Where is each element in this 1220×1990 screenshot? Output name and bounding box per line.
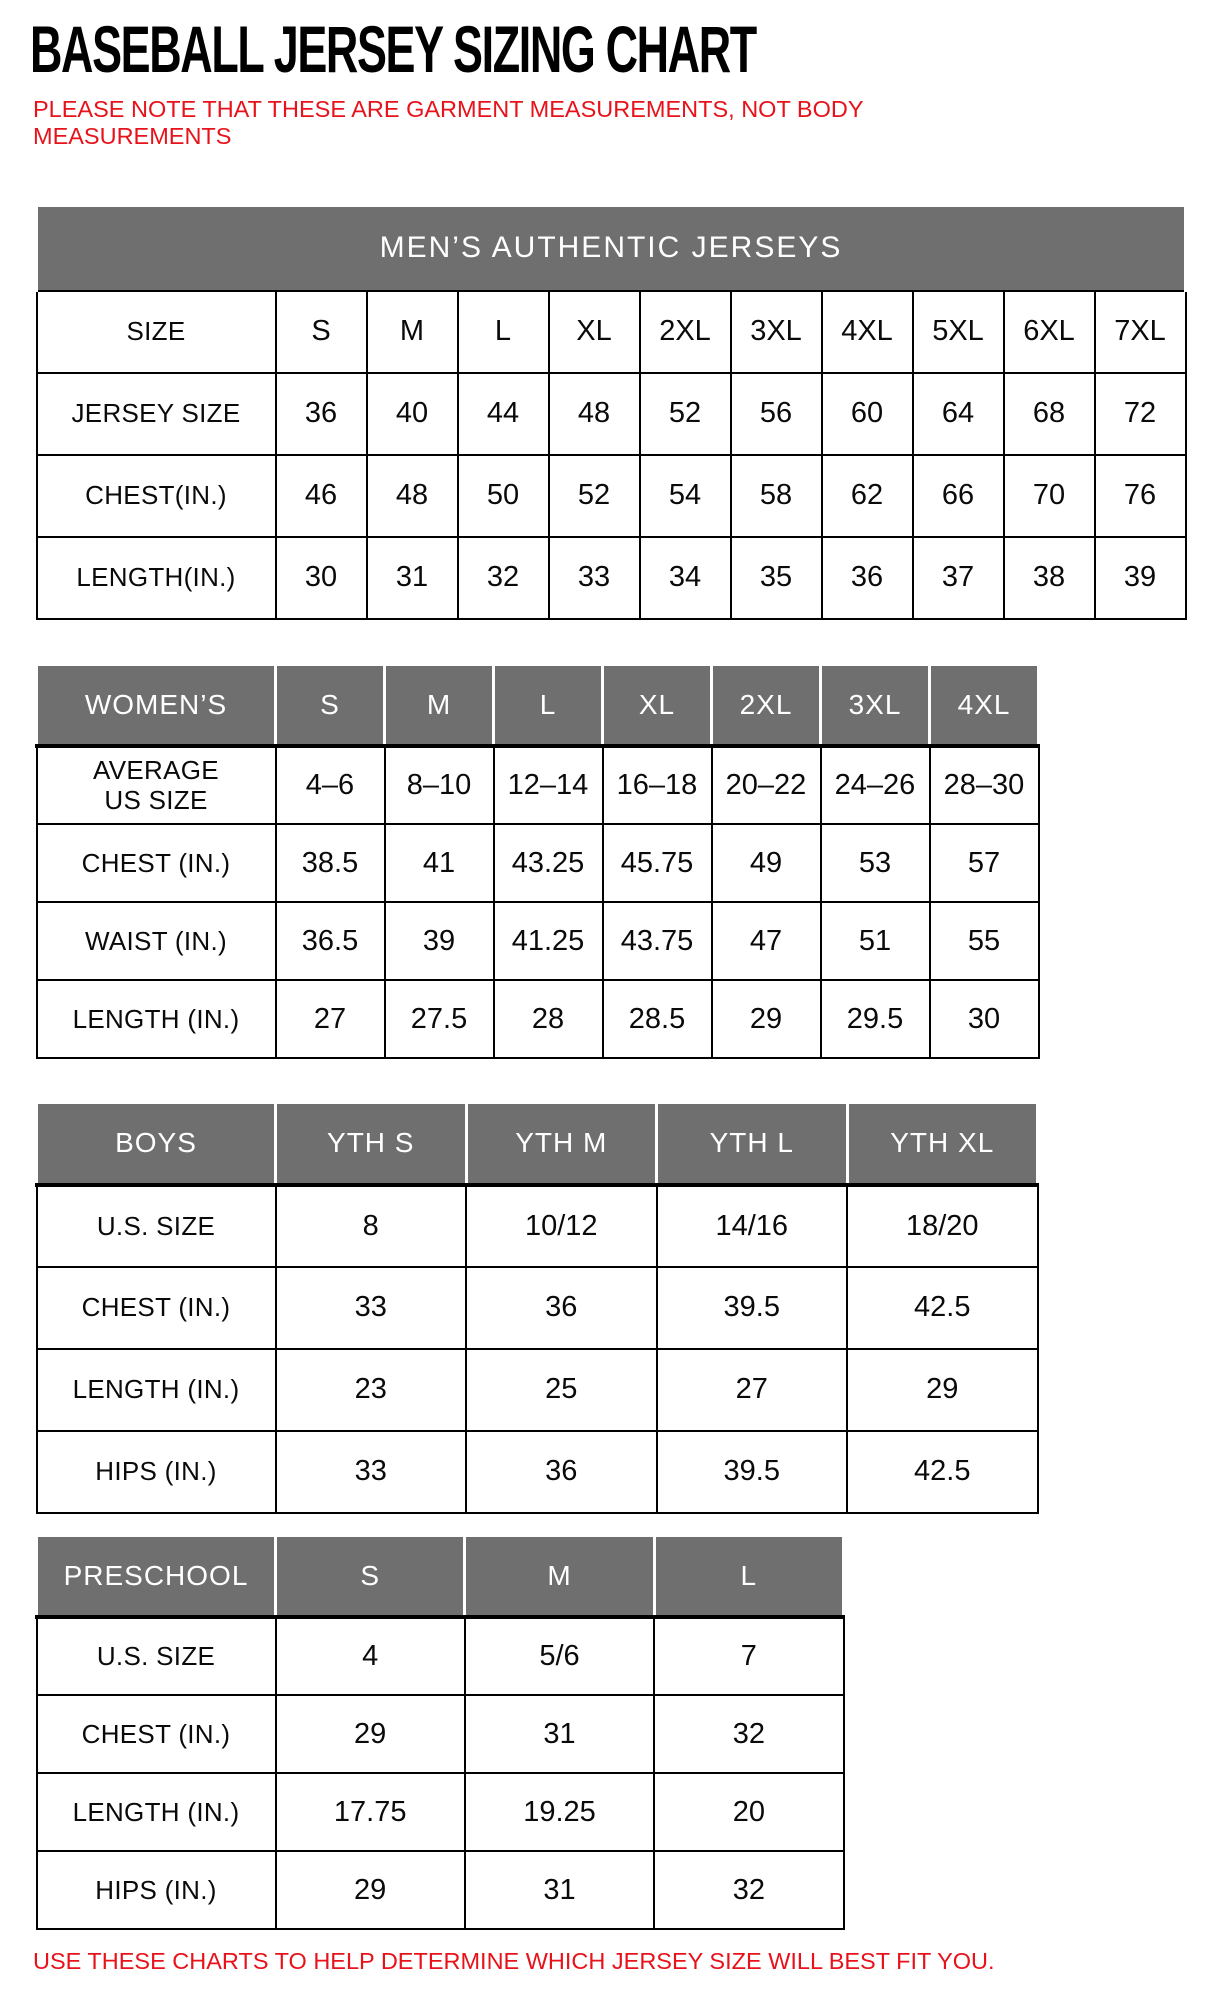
row-label-cell: LENGTH(IN.) — [37, 537, 276, 619]
table-row — [37, 1851, 844, 1929]
column-header-cell: 3XL — [821, 664, 930, 746]
column-header-cell: M — [385, 664, 494, 746]
table-banner-row — [37, 206, 1186, 291]
table-row — [37, 1617, 844, 1695]
size-value-cell: 10/12 — [466, 1185, 657, 1267]
size-value-cell: 29 — [712, 980, 821, 1058]
size-value-cell: 8 — [276, 1185, 467, 1267]
table-row — [37, 1349, 1038, 1431]
size-value-cell: 18/20 — [847, 1185, 1038, 1267]
column-header-cell: M — [367, 291, 458, 373]
size-value-cell: 20–22 — [712, 746, 821, 824]
table-title-cell: BOYS — [37, 1103, 276, 1185]
size-value-cell: 36 — [822, 537, 913, 619]
row-label-cell: LENGTH (IN.) — [37, 1349, 276, 1431]
size-value-cell: 7 — [654, 1617, 843, 1695]
size-value-cell: 54 — [640, 455, 731, 537]
column-header-cell: S — [276, 291, 367, 373]
size-value-cell: 55 — [930, 902, 1039, 980]
table-row — [37, 902, 1039, 980]
size-value-cell: 47 — [712, 902, 821, 980]
column-header-cell: 2XL — [712, 664, 821, 746]
table-title-cell: WOMEN’S — [37, 664, 276, 746]
column-header-cell: YTH XL — [847, 1103, 1038, 1185]
size-value-cell: 28–30 — [930, 746, 1039, 824]
table-row — [37, 1431, 1038, 1513]
table-row — [37, 1185, 1038, 1267]
row-label-cell: CHEST(IN.) — [37, 455, 276, 537]
boys-sizing-table — [35, 1101, 1039, 1514]
table-header-row — [37, 1103, 1038, 1185]
size-value-cell: 48 — [367, 455, 458, 537]
size-value-cell: 72 — [1095, 373, 1186, 455]
size-value-cell: 37 — [913, 537, 1004, 619]
size-value-cell: 68 — [1004, 373, 1095, 455]
table-title-cell: PRESCHOOL — [37, 1535, 276, 1617]
row-label-text: AVERAGE US SIZE — [93, 754, 219, 816]
size-value-cell: 56 — [731, 373, 822, 455]
column-header-cell: YTH M — [466, 1103, 657, 1185]
size-value-cell: 36 — [466, 1431, 657, 1513]
size-value-cell: 4–6 — [276, 746, 385, 824]
size-value-cell: 29 — [276, 1695, 465, 1773]
size-value-cell: 41 — [385, 824, 494, 902]
size-value-cell: 5/6 — [465, 1617, 654, 1695]
size-value-cell: 48 — [549, 373, 640, 455]
size-value-cell: 42.5 — [847, 1267, 1038, 1349]
size-value-cell: 33 — [276, 1431, 467, 1513]
size-value-cell: 28.5 — [603, 980, 712, 1058]
mens-table-banner: MEN’S AUTHENTIC JERSEYS — [37, 206, 1186, 291]
size-value-cell: 27.5 — [385, 980, 494, 1058]
size-value-cell: 27 — [276, 980, 385, 1058]
size-value-cell: 39 — [1095, 537, 1186, 619]
size-value-cell: 31 — [465, 1851, 654, 1929]
size-value-cell: 12–14 — [494, 746, 603, 824]
column-header-cell: YTH L — [657, 1103, 848, 1185]
size-value-cell: 41.25 — [494, 902, 603, 980]
row-label-cell: SIZE — [37, 291, 276, 373]
size-value-cell: 14/16 — [657, 1185, 848, 1267]
size-value-cell: 51 — [821, 902, 930, 980]
size-value-cell: 8–10 — [385, 746, 494, 824]
row-label-cell: CHEST (IN.) — [37, 1695, 276, 1773]
size-value-cell: 32 — [654, 1851, 843, 1929]
size-value-cell: 30 — [930, 980, 1039, 1058]
page-header — [0, 12, 1220, 150]
size-value-cell: 62 — [822, 455, 913, 537]
size-value-cell: 27 — [657, 1349, 848, 1431]
column-header-cell: S — [276, 1535, 465, 1617]
size-value-cell: 52 — [640, 373, 731, 455]
table-row — [37, 1695, 844, 1773]
column-header-cell: YTH S — [276, 1103, 467, 1185]
table-row — [37, 746, 1039, 824]
size-value-cell: 58 — [731, 455, 822, 537]
size-value-cell: 49 — [712, 824, 821, 902]
size-value-cell: 50 — [458, 455, 549, 537]
size-value-cell: 53 — [821, 824, 930, 902]
column-header-cell: 4XL — [930, 664, 1039, 746]
size-value-cell: 66 — [913, 455, 1004, 537]
column-header-cell: 5XL — [913, 291, 1004, 373]
row-label-cell: JERSEY SIZE — [37, 373, 276, 455]
size-value-cell: 31 — [465, 1695, 654, 1773]
table-row — [37, 1267, 1038, 1349]
size-value-cell: 44 — [458, 373, 549, 455]
size-value-cell: 29 — [276, 1851, 465, 1929]
size-value-cell: 35 — [731, 537, 822, 619]
column-header-cell: 6XL — [1004, 291, 1095, 373]
size-value-cell: 45.75 — [603, 824, 712, 902]
table-row — [37, 537, 1186, 619]
table-row — [37, 373, 1186, 455]
row-label-cell: LENGTH (IN.) — [37, 1773, 276, 1851]
row-label-cell: HIPS (IN.) — [37, 1431, 276, 1513]
size-value-cell: 25 — [466, 1349, 657, 1431]
size-value-cell: 38 — [1004, 537, 1095, 619]
table-row — [37, 455, 1186, 537]
page-title: BASEBALL JERSEY SIZING CHART — [30, 12, 756, 86]
table-header-row — [37, 664, 1039, 746]
size-value-cell: 19.25 — [465, 1773, 654, 1851]
size-value-cell: 33 — [549, 537, 640, 619]
fit-advice-footer: USE THESE CHARTS TO HELP DETERMINE WHICH JERSEY SIZE WILL BEST FIT YOU. — [33, 1948, 995, 1974]
column-header-cell: S — [276, 664, 385, 746]
table-row — [37, 980, 1039, 1058]
column-header-cell: L — [654, 1535, 843, 1617]
size-value-cell: 70 — [1004, 455, 1095, 537]
size-value-cell: 39 — [385, 902, 494, 980]
size-value-cell: 17.75 — [276, 1773, 465, 1851]
size-value-cell: 20 — [654, 1773, 843, 1851]
size-value-cell: 42.5 — [847, 1431, 1038, 1513]
size-value-cell: 39.5 — [657, 1267, 848, 1349]
row-label-cell: U.S. SIZE — [37, 1617, 276, 1695]
size-value-cell: 34 — [640, 537, 731, 619]
row-label-cell: CHEST (IN.) — [37, 824, 276, 902]
size-value-cell: 57 — [930, 824, 1039, 902]
preschool-sizing-table — [35, 1534, 845, 1931]
size-value-cell: 43.75 — [603, 902, 712, 980]
mens-sizing-table — [35, 204, 1187, 620]
row-label-cell: LENGTH (IN.) — [37, 980, 276, 1058]
table-row — [37, 824, 1039, 902]
size-value-cell: 40 — [367, 373, 458, 455]
size-value-cell: 32 — [654, 1695, 843, 1773]
column-header-cell: 4XL — [822, 291, 913, 373]
table-header-row — [37, 1535, 844, 1617]
row-label-cell — [37, 746, 276, 824]
column-header-cell: 3XL — [731, 291, 822, 373]
size-value-cell: 33 — [276, 1267, 467, 1349]
table-row — [37, 1773, 844, 1851]
row-label-cell: WAIST (IN.) — [37, 902, 276, 980]
size-value-cell: 29.5 — [821, 980, 930, 1058]
size-value-cell: 76 — [1095, 455, 1186, 537]
table-row — [37, 291, 1186, 373]
size-value-cell: 23 — [276, 1349, 467, 1431]
row-label-cell: HIPS (IN.) — [37, 1851, 276, 1929]
column-header-cell: M — [465, 1535, 654, 1617]
size-value-cell: 36 — [276, 373, 367, 455]
size-value-cell: 29 — [847, 1349, 1038, 1431]
size-value-cell: 36 — [466, 1267, 657, 1349]
size-value-cell: 52 — [549, 455, 640, 537]
size-value-cell: 64 — [913, 373, 1004, 455]
womens-sizing-table — [35, 663, 1040, 1060]
size-value-cell: 60 — [822, 373, 913, 455]
size-value-cell: 46 — [276, 455, 367, 537]
size-value-cell: 4 — [276, 1617, 465, 1695]
garment-measurement-note: PLEASE NOTE THAT THESE ARE GARMENT MEASUREMENTS, NOT BODY MEASUREMENTS — [33, 96, 864, 149]
size-value-cell: 32 — [458, 537, 549, 619]
column-header-cell: L — [458, 291, 549, 373]
size-value-cell: 28 — [494, 980, 603, 1058]
column-header-cell: L — [494, 664, 603, 746]
row-label-cell: CHEST (IN.) — [37, 1267, 276, 1349]
size-value-cell: 43.25 — [494, 824, 603, 902]
size-value-cell: 30 — [276, 537, 367, 619]
column-header-cell: XL — [603, 664, 712, 746]
column-header-cell: 7XL — [1095, 291, 1186, 373]
size-value-cell: 36.5 — [276, 902, 385, 980]
size-value-cell: 38.5 — [276, 824, 385, 902]
column-header-cell: XL — [549, 291, 640, 373]
size-value-cell: 31 — [367, 537, 458, 619]
row-label-cell: U.S. SIZE — [37, 1185, 276, 1267]
size-value-cell: 39.5 — [657, 1431, 848, 1513]
size-value-cell: 16–18 — [603, 746, 712, 824]
column-header-cell: 2XL — [640, 291, 731, 373]
size-value-cell: 24–26 — [821, 746, 930, 824]
